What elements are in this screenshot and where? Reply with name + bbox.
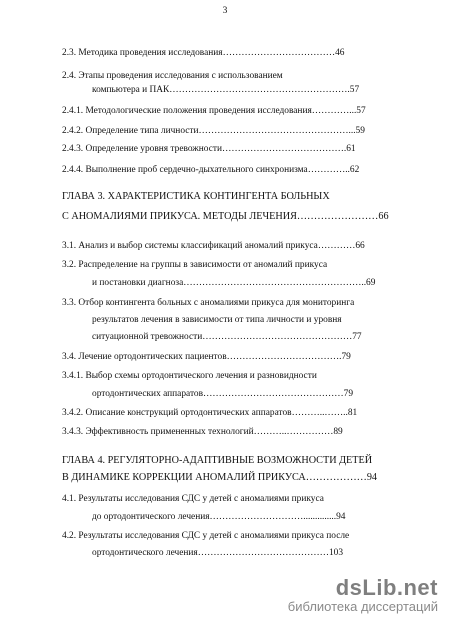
toc-line-3-4-2: 3.4.2. Описание конструкций ортодонтических аппаратов………..……..81 xyxy=(62,408,358,418)
toc-line-3-3-cont2: ситуационной тревожности…………………………………………77 xyxy=(92,332,362,342)
toc-line-4-1: 4.1. Результаты исследования СДС у детей с аномалиями прикуса xyxy=(62,494,324,504)
watermark-title: dsLib.net xyxy=(335,575,438,600)
toc-line-3-1: 3.1. Анализ и выбор системы классификаций аномалий прикуса…………66 xyxy=(62,241,365,251)
toc-line-2-4-2: 2.4.2. Определение типа личности…………………………………………...59 xyxy=(62,126,365,136)
watermark-subtitle: библиотека диссертаций xyxy=(287,599,438,614)
toc-line-2-4-3: 2.4.3. Определение уровня тревожности………………………………….61 xyxy=(62,144,356,154)
chapter-3-heading-cont: С АНОМАЛИЯМИ ПРИКУСА. МЕТОДЫ ЛЕЧЕНИЯ……………………66 xyxy=(62,211,389,222)
chapter-4-heading-cont: В ДИНАМИКЕ КОРРЕКЦИИ АНОМАЛИЙ ПРИКУСА………………94 xyxy=(62,472,378,483)
toc-line-2-4-4: 2.4.4. Выполнение проб сердечно-дыхательного синхронизма…………..62 xyxy=(62,165,360,175)
toc-line-2-3: 2.3. Методика проведения исследования………………………………46 xyxy=(62,48,345,58)
toc-line-3-4-1-cont: ортодонтических аппаратов………………………………………79 xyxy=(92,389,354,399)
toc-line-2-4-1: 2.4.1. Методологические положения проведения исследования…………...57 xyxy=(62,106,366,116)
toc-line-2-4: 2.4. Этапы проведения исследования с использованием xyxy=(62,71,283,81)
toc-line-2-4-cont: компьютера и ПАК………………………………………………….57 xyxy=(92,85,360,95)
toc-line-4-2-cont: ортодонтического лечения……………………………………103 xyxy=(92,548,344,558)
toc-line-4-1-cont: до ортодонтического лечения…………………………..............94 xyxy=(92,512,346,522)
chapter-4-heading: ГЛАВА 4. РЕГУЛЯТОРНО-АДАПТИВНЫЕ ВОЗМОЖНОСТИ ДЕТЕЙ xyxy=(62,455,373,466)
toc-line-3-4-1: 3.4.1. Выбор схемы ортодонтического лечения и разновидности xyxy=(62,371,317,381)
chapter-3-heading: ГЛАВА 3. ХАРАКТЕРИСТИКА КОНТИНГЕНТА БОЛЬНЫХ xyxy=(62,191,330,202)
toc-line-3-4: 3.4. Лечение ортодонтических пациентов……………………………….79 xyxy=(62,352,351,362)
watermark-logo xyxy=(288,576,438,614)
toc-line-3-3-cont1: результатов лечения в зависимости от типа личности и уровня xyxy=(92,315,342,325)
toc-line-3-3: 3.3. Отбор контингента больных с аномалиями прикуса для мониторинга xyxy=(62,298,355,308)
toc-line-4-2: 4.2. Результаты исследования СДС у детей с аномалиями прикуса после xyxy=(62,531,350,541)
toc-line-3-4-3: 3.4.3. Эффективность примененных технологий………..……………89 xyxy=(62,427,343,437)
page-number: 3 xyxy=(222,6,228,16)
toc-line-3-2: 3.2. Распределение на группы в зависимости от аномалий прикуса xyxy=(62,260,328,270)
toc-line-3-2-cont: и постановки диагноза…………………………………………………..69 xyxy=(92,278,376,288)
